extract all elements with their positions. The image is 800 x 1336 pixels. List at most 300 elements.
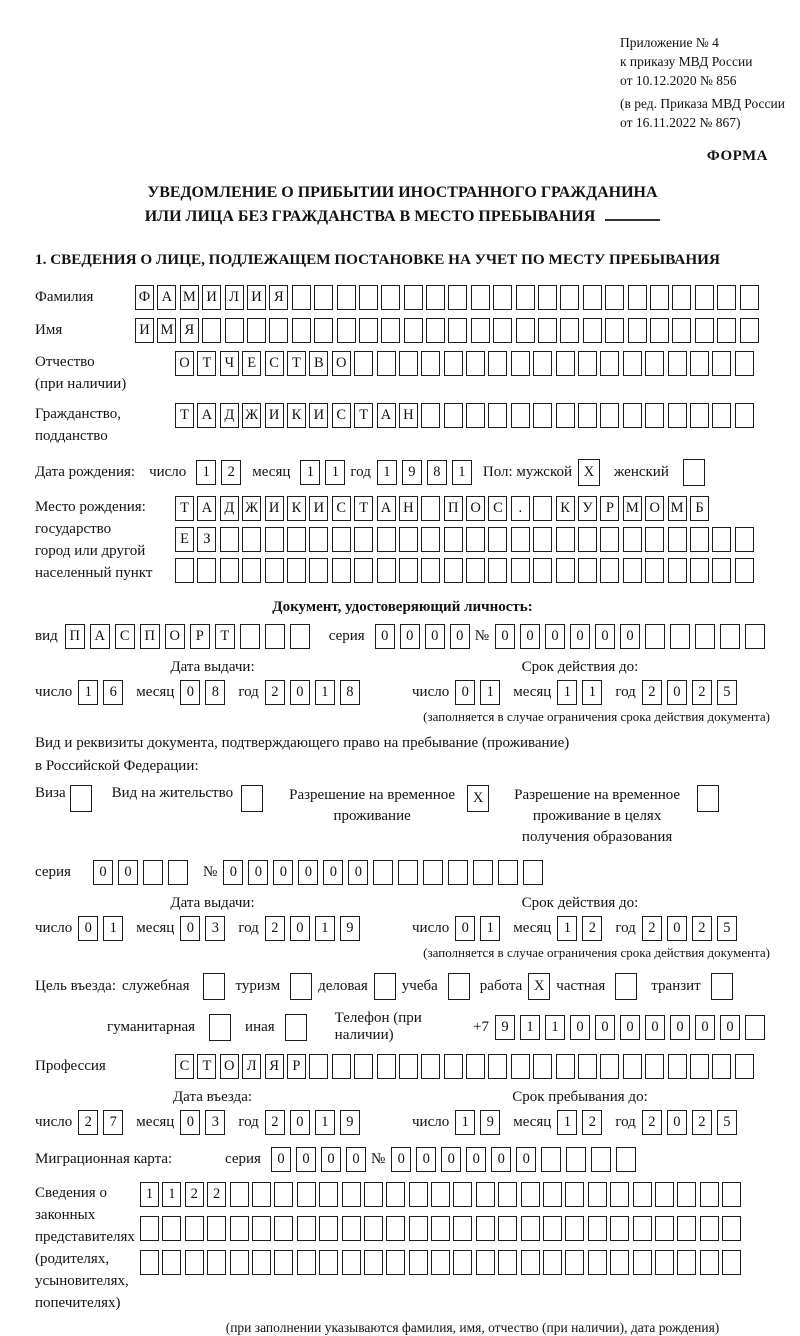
form-cell[interactable]	[735, 1054, 754, 1079]
form-cell[interactable]: О	[645, 496, 664, 521]
form-cell[interactable]: 1	[315, 1110, 335, 1135]
form-cell[interactable]	[230, 1216, 249, 1241]
form-cell[interactable]: 0	[348, 860, 368, 885]
form-cell[interactable]	[292, 318, 311, 343]
form-cell[interactable]: 1	[520, 1015, 540, 1040]
form-cell[interactable]	[493, 285, 512, 310]
form-cell[interactable]: 1	[377, 460, 397, 485]
form-cell[interactable]	[399, 527, 418, 552]
form-cell[interactable]: И	[309, 403, 328, 428]
form-cell[interactable]: 1	[480, 680, 500, 705]
form-cell[interactable]	[197, 558, 216, 583]
form-cell[interactable]	[220, 527, 239, 552]
form-cell[interactable]: С	[265, 351, 284, 376]
form-cell[interactable]	[143, 860, 163, 885]
form-cell[interactable]	[444, 1054, 463, 1079]
form-cell[interactable]: 2	[78, 1110, 98, 1135]
form-cell[interactable]: 5	[717, 916, 737, 941]
form-cell[interactable]: И	[247, 285, 266, 310]
form-cell[interactable]	[521, 1182, 540, 1207]
form-cell[interactable]: Ж	[242, 496, 261, 521]
form-cell[interactable]	[538, 285, 557, 310]
form-cell[interactable]	[533, 351, 552, 376]
form-cell[interactable]	[565, 1182, 584, 1207]
form-cell[interactable]: И	[265, 403, 284, 428]
form-cell[interactable]	[578, 558, 597, 583]
form-cell[interactable]	[488, 558, 507, 583]
form-cell[interactable]: 0	[466, 1147, 486, 1172]
form-cell[interactable]	[683, 459, 705, 486]
form-cell[interactable]	[354, 527, 373, 552]
form-cell[interactable]: 1	[162, 1182, 181, 1207]
form-cell[interactable]: 0	[670, 1015, 690, 1040]
form-cell[interactable]: 1	[582, 680, 602, 705]
form-cell[interactable]: 0	[290, 680, 310, 705]
form-cell[interactable]: 0	[667, 916, 687, 941]
form-cell[interactable]	[471, 285, 490, 310]
form-cell[interactable]	[297, 1182, 316, 1207]
form-cell[interactable]: М	[180, 285, 199, 310]
form-cell[interactable]	[381, 318, 400, 343]
form-cell[interactable]	[677, 1250, 696, 1275]
form-cell[interactable]	[623, 527, 642, 552]
form-cell[interactable]: 0	[180, 680, 200, 705]
form-cell[interactable]	[242, 527, 261, 552]
form-cell[interactable]	[600, 351, 619, 376]
form-cell[interactable]: 3	[205, 1110, 225, 1135]
form-cell[interactable]: А	[377, 496, 396, 521]
form-cell[interactable]	[423, 860, 443, 885]
form-cell[interactable]: 0	[620, 1015, 640, 1040]
form-cell[interactable]	[645, 624, 665, 649]
form-cell[interactable]	[695, 624, 715, 649]
form-cell[interactable]: 2	[582, 916, 602, 941]
form-cell[interactable]	[292, 285, 311, 310]
form-cell[interactable]: А	[197, 403, 216, 428]
form-cell[interactable]: 8	[340, 680, 360, 705]
form-cell[interactable]	[645, 351, 664, 376]
form-cell[interactable]	[610, 1216, 629, 1241]
form-cell[interactable]: О	[466, 496, 485, 521]
form-cell[interactable]	[523, 860, 543, 885]
form-cell[interactable]: И	[265, 496, 284, 521]
form-cell[interactable]: Т	[175, 403, 194, 428]
form-cell[interactable]	[265, 527, 284, 552]
form-cell[interactable]	[668, 351, 687, 376]
form-cell[interactable]: 0	[273, 860, 293, 885]
form-cell[interactable]	[297, 1250, 316, 1275]
form-cell[interactable]	[404, 318, 423, 343]
form-cell[interactable]	[616, 1147, 636, 1172]
form-cell[interactable]: 2	[265, 1110, 285, 1135]
form-cell[interactable]	[556, 403, 575, 428]
form-cell[interactable]: А	[197, 496, 216, 521]
form-cell[interactable]	[374, 973, 396, 1000]
form-cell[interactable]: 0	[455, 916, 475, 941]
form-cell[interactable]: 2	[207, 1182, 226, 1207]
form-cell[interactable]	[560, 285, 579, 310]
form-cell[interactable]: 0	[400, 624, 420, 649]
form-cell[interactable]: И	[309, 496, 328, 521]
form-cell[interactable]	[697, 785, 719, 812]
form-cell[interactable]: Ч	[220, 351, 239, 376]
form-cell[interactable]	[398, 860, 418, 885]
form-cell[interactable]	[444, 403, 463, 428]
form-cell[interactable]	[498, 860, 518, 885]
form-cell[interactable]	[712, 351, 731, 376]
form-cell[interactable]	[672, 285, 691, 310]
form-cell[interactable]	[426, 285, 445, 310]
form-cell[interactable]	[332, 558, 351, 583]
form-cell[interactable]: К	[556, 496, 575, 521]
form-cell[interactable]: 0	[78, 916, 98, 941]
form-cell[interactable]: Т	[215, 624, 235, 649]
form-cell[interactable]	[274, 1250, 293, 1275]
form-cell[interactable]: Е	[242, 351, 261, 376]
form-cell[interactable]: Т	[197, 1054, 216, 1079]
form-cell[interactable]	[645, 527, 664, 552]
form-cell[interactable]	[466, 1054, 485, 1079]
form-cell[interactable]: 0	[248, 860, 268, 885]
form-cell[interactable]: М	[668, 496, 687, 521]
form-cell[interactable]: Р	[600, 496, 619, 521]
form-cell[interactable]: 1	[452, 460, 472, 485]
form-cell[interactable]: И	[135, 318, 154, 343]
form-cell[interactable]	[409, 1182, 428, 1207]
form-cell[interactable]	[421, 496, 440, 521]
form-cell[interactable]	[578, 527, 597, 552]
form-cell[interactable]	[511, 1054, 530, 1079]
form-cell[interactable]	[319, 1182, 338, 1207]
form-cell[interactable]	[203, 973, 225, 1000]
form-cell[interactable]: А	[157, 285, 176, 310]
form-cell[interactable]	[655, 1182, 674, 1207]
form-cell[interactable]: Т	[175, 496, 194, 521]
form-cell[interactable]: 0	[180, 916, 200, 941]
form-cell[interactable]	[543, 1216, 562, 1241]
form-cell[interactable]	[342, 1216, 361, 1241]
form-cell[interactable]: 2	[642, 680, 662, 705]
form-cell[interactable]	[290, 624, 310, 649]
form-cell[interactable]	[287, 527, 306, 552]
form-cell[interactable]: 0	[118, 860, 138, 885]
form-cell[interactable]	[600, 527, 619, 552]
form-cell[interactable]	[185, 1216, 204, 1241]
form-cell[interactable]	[140, 1250, 159, 1275]
form-cell[interactable]: 8	[205, 680, 225, 705]
form-cell[interactable]	[290, 973, 312, 1000]
form-cell[interactable]: Т	[354, 403, 373, 428]
form-cell[interactable]	[722, 1182, 741, 1207]
form-cell[interactable]: О	[220, 1054, 239, 1079]
form-cell[interactable]	[655, 1250, 674, 1275]
form-cell[interactable]	[444, 558, 463, 583]
form-cell[interactable]: Б	[690, 496, 709, 521]
form-cell[interactable]: 7	[103, 1110, 123, 1135]
form-cell[interactable]	[386, 1250, 405, 1275]
form-cell[interactable]	[209, 1014, 231, 1041]
form-cell[interactable]	[628, 285, 647, 310]
form-cell[interactable]: 0	[323, 860, 343, 885]
form-cell[interactable]: 0	[695, 1015, 715, 1040]
form-cell[interactable]: 1	[103, 916, 123, 941]
form-cell[interactable]	[588, 1250, 607, 1275]
form-cell[interactable]	[314, 285, 333, 310]
form-cell[interactable]: А	[377, 403, 396, 428]
form-cell[interactable]	[511, 558, 530, 583]
form-cell[interactable]	[578, 1054, 597, 1079]
form-cell[interactable]: 1	[315, 680, 335, 705]
form-cell[interactable]	[466, 527, 485, 552]
form-cell[interactable]	[242, 558, 261, 583]
form-cell[interactable]	[426, 318, 445, 343]
form-cell[interactable]: Л	[242, 1054, 261, 1079]
form-cell[interactable]	[269, 318, 288, 343]
form-cell[interactable]	[578, 403, 597, 428]
form-cell[interactable]: О	[332, 351, 351, 376]
form-cell[interactable]	[556, 351, 575, 376]
form-cell[interactable]: 0	[620, 624, 640, 649]
form-cell[interactable]	[240, 624, 260, 649]
form-cell[interactable]	[265, 558, 284, 583]
form-cell[interactable]	[364, 1216, 383, 1241]
form-cell[interactable]	[623, 351, 642, 376]
form-cell[interactable]	[615, 973, 637, 1000]
form-cell[interactable]	[735, 351, 754, 376]
form-cell[interactable]	[740, 285, 759, 310]
form-cell[interactable]	[543, 1182, 562, 1207]
form-cell[interactable]	[359, 318, 378, 343]
form-cell[interactable]: Е	[175, 527, 194, 552]
form-cell[interactable]: С	[115, 624, 135, 649]
form-cell[interactable]	[690, 1054, 709, 1079]
form-cell[interactable]	[285, 1014, 307, 1041]
form-cell[interactable]: 1	[557, 916, 577, 941]
form-cell[interactable]	[399, 1054, 418, 1079]
form-cell[interactable]: 1	[545, 1015, 565, 1040]
form-cell[interactable]	[623, 1054, 642, 1079]
form-cell[interactable]: X	[467, 785, 489, 812]
form-cell[interactable]	[448, 973, 470, 1000]
form-cell[interactable]: 1	[557, 1110, 577, 1135]
form-cell[interactable]	[712, 403, 731, 428]
form-cell[interactable]	[533, 527, 552, 552]
form-cell[interactable]	[600, 1054, 619, 1079]
form-cell[interactable]	[605, 318, 624, 343]
form-cell[interactable]	[377, 351, 396, 376]
form-cell[interactable]	[541, 1147, 561, 1172]
form-cell[interactable]: 9	[402, 460, 422, 485]
form-cell[interactable]	[543, 1250, 562, 1275]
form-cell[interactable]: О	[175, 351, 194, 376]
form-cell[interactable]	[373, 860, 393, 885]
form-cell[interactable]	[241, 785, 263, 812]
form-cell[interactable]	[332, 1054, 351, 1079]
form-cell[interactable]	[672, 318, 691, 343]
form-cell[interactable]: 0	[520, 624, 540, 649]
form-cell[interactable]	[695, 285, 714, 310]
form-cell[interactable]	[516, 285, 535, 310]
form-cell[interactable]: 0	[595, 1015, 615, 1040]
form-cell[interactable]	[668, 558, 687, 583]
form-cell[interactable]	[645, 1054, 664, 1079]
form-cell[interactable]	[453, 1216, 472, 1241]
form-cell[interactable]	[332, 527, 351, 552]
form-cell[interactable]: 1	[78, 680, 98, 705]
form-cell[interactable]	[591, 1147, 611, 1172]
form-cell[interactable]: 8	[427, 460, 447, 485]
form-cell[interactable]: 2	[692, 1110, 712, 1135]
form-cell[interactable]: 2	[692, 916, 712, 941]
form-cell[interactable]: 1	[325, 460, 345, 485]
form-cell[interactable]	[421, 1054, 440, 1079]
form-cell[interactable]	[220, 558, 239, 583]
form-cell[interactable]: 0	[321, 1147, 341, 1172]
form-cell[interactable]	[498, 1182, 517, 1207]
form-cell[interactable]: С	[332, 496, 351, 521]
form-cell[interactable]	[511, 403, 530, 428]
form-cell[interactable]	[690, 527, 709, 552]
form-cell[interactable]: П	[140, 624, 160, 649]
form-cell[interactable]	[745, 1015, 765, 1040]
form-cell[interactable]	[359, 285, 378, 310]
form-cell[interactable]: Т	[354, 496, 373, 521]
form-cell[interactable]	[498, 1250, 517, 1275]
form-cell[interactable]	[274, 1182, 293, 1207]
form-cell[interactable]	[448, 318, 467, 343]
form-cell[interactable]: 0	[570, 624, 590, 649]
form-cell[interactable]	[722, 1250, 741, 1275]
form-cell[interactable]: 1	[315, 916, 335, 941]
form-cell[interactable]	[668, 527, 687, 552]
form-cell[interactable]: 0	[375, 624, 395, 649]
form-cell[interactable]: К	[287, 496, 306, 521]
form-cell[interactable]: 3	[205, 916, 225, 941]
form-cell[interactable]	[735, 527, 754, 552]
form-cell[interactable]	[337, 285, 356, 310]
form-cell[interactable]: 0	[290, 1110, 310, 1135]
form-cell[interactable]	[560, 318, 579, 343]
form-cell[interactable]	[230, 1250, 249, 1275]
form-cell[interactable]: П	[65, 624, 85, 649]
form-cell[interactable]	[712, 558, 731, 583]
form-cell[interactable]	[588, 1216, 607, 1241]
form-cell[interactable]: 9	[480, 1110, 500, 1135]
form-cell[interactable]: 0	[455, 680, 475, 705]
form-cell[interactable]	[354, 558, 373, 583]
form-cell[interactable]	[342, 1182, 361, 1207]
form-cell[interactable]	[377, 1054, 396, 1079]
form-cell[interactable]	[578, 351, 597, 376]
form-cell[interactable]: Ф	[135, 285, 154, 310]
form-cell[interactable]	[319, 1250, 338, 1275]
form-cell[interactable]: 0	[495, 624, 515, 649]
form-cell[interactable]: 0	[298, 860, 318, 885]
form-cell[interactable]: С	[488, 496, 507, 521]
form-cell[interactable]: 0	[93, 860, 113, 885]
form-cell[interactable]: Ж	[242, 403, 261, 428]
form-cell[interactable]	[287, 558, 306, 583]
form-cell[interactable]	[421, 558, 440, 583]
form-cell[interactable]	[605, 285, 624, 310]
form-cell[interactable]: Р	[190, 624, 210, 649]
form-cell[interactable]: У	[578, 496, 597, 521]
form-cell[interactable]: 0	[416, 1147, 436, 1172]
form-cell[interactable]	[354, 351, 373, 376]
form-cell[interactable]	[600, 403, 619, 428]
form-cell[interactable]	[476, 1182, 495, 1207]
form-cell[interactable]: 0	[645, 1015, 665, 1040]
form-cell[interactable]: 0	[720, 1015, 740, 1040]
form-cell[interactable]	[377, 527, 396, 552]
form-cell[interactable]	[712, 527, 731, 552]
form-cell[interactable]: 0	[667, 680, 687, 705]
form-cell[interactable]	[677, 1182, 696, 1207]
form-cell[interactable]: В	[309, 351, 328, 376]
form-cell[interactable]: Я	[265, 1054, 284, 1079]
form-cell[interactable]	[354, 1054, 373, 1079]
form-cell[interactable]	[717, 318, 736, 343]
form-cell[interactable]	[722, 1216, 741, 1241]
form-cell[interactable]	[448, 285, 467, 310]
form-cell[interactable]: П	[444, 496, 463, 521]
form-cell[interactable]	[511, 527, 530, 552]
form-cell[interactable]: Д	[220, 403, 239, 428]
form-cell[interactable]	[421, 403, 440, 428]
form-cell[interactable]	[207, 1216, 226, 1241]
form-cell[interactable]: 1	[557, 680, 577, 705]
form-cell[interactable]: И	[202, 285, 221, 310]
form-cell[interactable]	[645, 558, 664, 583]
form-cell[interactable]	[700, 1250, 719, 1275]
form-cell[interactable]	[633, 1250, 652, 1275]
form-cell[interactable]: 9	[340, 1110, 360, 1135]
form-cell[interactable]	[521, 1250, 540, 1275]
form-cell[interactable]	[207, 1250, 226, 1275]
form-cell[interactable]	[745, 624, 765, 649]
form-cell[interactable]	[533, 403, 552, 428]
form-cell[interactable]	[381, 285, 400, 310]
form-cell[interactable]	[444, 351, 463, 376]
form-cell[interactable]	[538, 318, 557, 343]
form-cell[interactable]: X	[578, 459, 600, 486]
form-cell[interactable]	[364, 1182, 383, 1207]
form-cell[interactable]	[650, 285, 669, 310]
form-cell[interactable]: 0	[425, 624, 445, 649]
form-cell[interactable]: 1	[196, 460, 216, 485]
form-cell[interactable]	[252, 1250, 271, 1275]
form-cell[interactable]	[309, 558, 328, 583]
form-cell[interactable]	[650, 318, 669, 343]
form-cell[interactable]	[252, 1216, 271, 1241]
form-cell[interactable]	[700, 1216, 719, 1241]
form-cell[interactable]	[230, 1182, 249, 1207]
form-cell[interactable]	[690, 403, 709, 428]
form-cell[interactable]	[421, 351, 440, 376]
form-cell[interactable]	[431, 1250, 450, 1275]
form-cell[interactable]	[533, 558, 552, 583]
form-cell[interactable]: 2	[582, 1110, 602, 1135]
form-cell[interactable]	[274, 1216, 293, 1241]
form-cell[interactable]	[521, 1216, 540, 1241]
form-cell[interactable]	[677, 1216, 696, 1241]
form-cell[interactable]	[252, 1182, 271, 1207]
form-cell[interactable]	[711, 973, 733, 1000]
form-cell[interactable]: 5	[717, 1110, 737, 1135]
form-cell[interactable]: Я	[269, 285, 288, 310]
form-cell[interactable]: О	[165, 624, 185, 649]
form-cell[interactable]	[700, 1182, 719, 1207]
